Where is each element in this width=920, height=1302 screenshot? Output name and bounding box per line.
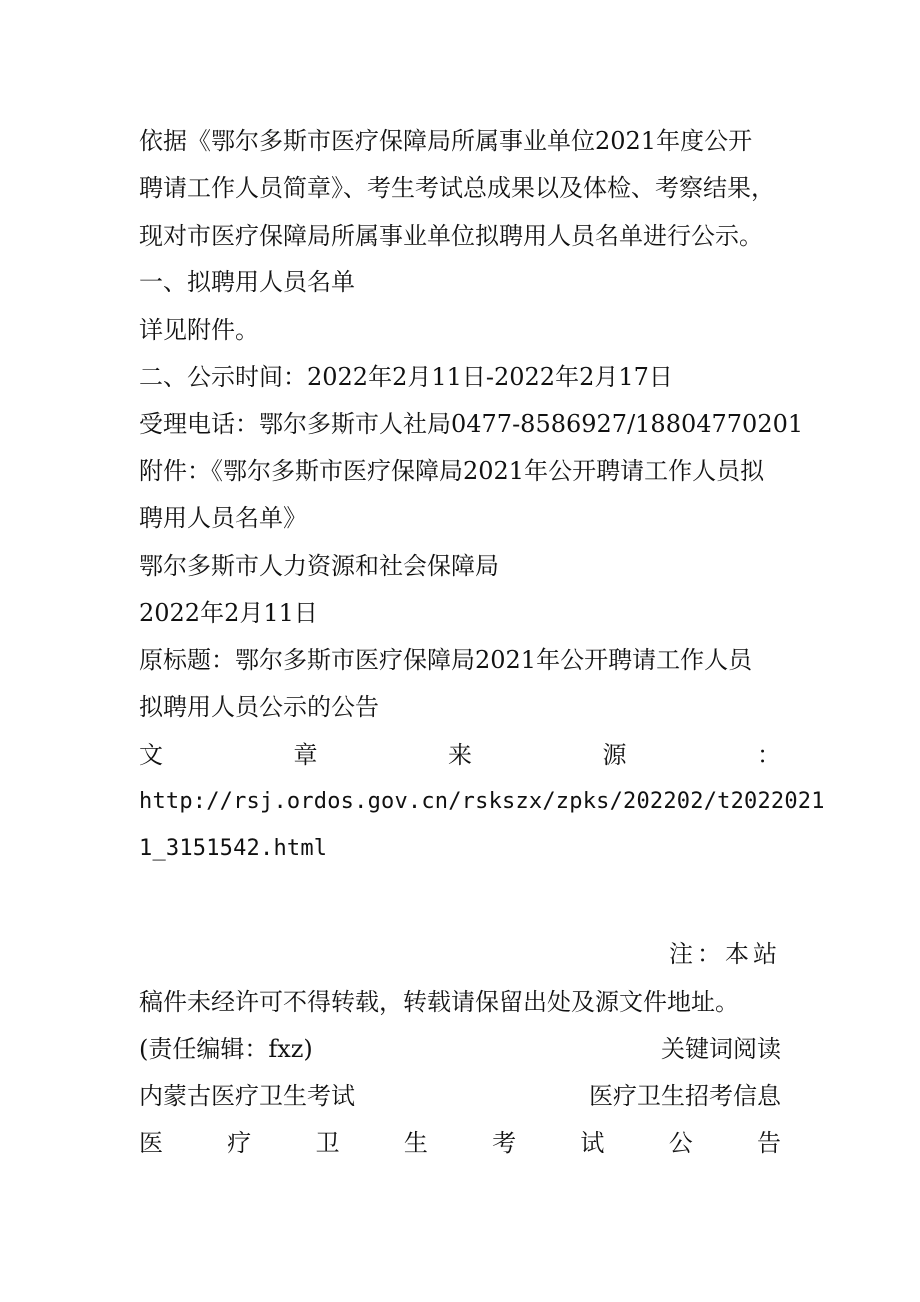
announcement-char: 疗 (227, 1129, 252, 1157)
original-title-line-2: 拟聘用人员公示的公告 (139, 693, 379, 721)
original-title-line-1: 原标题：鄂尔多斯市医疗保障局2021年公开聘请工作人员 (139, 646, 753, 674)
keywords-row (139, 1076, 781, 1116)
exam-announcement-row[interactable] (139, 1123, 781, 1163)
section-2-heading: 二、公示时间：2022年2月11日-2022年2月17日 (139, 363, 673, 391)
announcement-char: 告 (756, 1129, 781, 1157)
announcement-char: 公 (668, 1129, 693, 1157)
source-url-line-2[interactable]: 1_3151542.html (139, 836, 328, 861)
announcement-char: 考 (492, 1129, 517, 1157)
source-label-char: 章 (293, 741, 318, 769)
announcement-char: 试 (580, 1129, 605, 1157)
source-label (139, 735, 781, 775)
keywords-label: 关键词阅读 (661, 1035, 781, 1063)
keyword-link[interactable]: 医疗卫生招考信息 (589, 1082, 781, 1110)
attachment-line-2: 聘用人员名单》 (139, 504, 307, 532)
issuer: 鄂尔多斯市人力资源和社会保障局 (139, 552, 499, 580)
attachment-line-1: 附件：《鄂尔多斯市医疗保障局2021年公开聘请工作人员拟 (139, 457, 765, 485)
announcement-char: 医 (139, 1129, 163, 1157)
editor-credit: (责任编辑：fxz) (139, 1035, 313, 1063)
keyword-link[interactable]: 内蒙古医疗卫生考试 (139, 1082, 355, 1110)
announcement-char: 卫 (315, 1129, 340, 1157)
paragraph-line-3: 现对市医疗保障局所属事业单位拟聘用人员名单进行公示。 (139, 222, 763, 250)
paragraph-line-2: 聘请工作人员简章》、考生考试总成果以及体检、考察结果， (139, 174, 775, 202)
source-url-line-1[interactable]: http://rsj.ordos.gov.cn/rskszx/zpks/202202/t2022021 (139, 789, 825, 814)
phone-line: 受理电话：鄂尔多斯市人社局0477-8586927/18804770201 (139, 410, 804, 438)
source-label-char: 源 (602, 741, 627, 769)
issue-date: 2022年2月11日 (139, 599, 318, 627)
section-1-body: 详见附件。 (139, 316, 259, 344)
source-label-char: ： (757, 741, 781, 769)
announcement-char: 生 (403, 1129, 428, 1157)
editor-keywords-row (139, 1029, 781, 1069)
paragraph-line-1: 依据《鄂尔多斯市医疗保障局所属事业单位2021年度公开 (139, 127, 753, 155)
source-label-char: 来 (448, 741, 472, 769)
note-line-1: 注：本站 (669, 940, 781, 968)
note-line-2: 稿件未经许可不得转载，转载请保留出处及源文件地址。 (139, 988, 739, 1016)
source-label-char: 文 (139, 741, 163, 769)
section-1-heading: 一、拟聘用人员名单 (139, 268, 355, 296)
